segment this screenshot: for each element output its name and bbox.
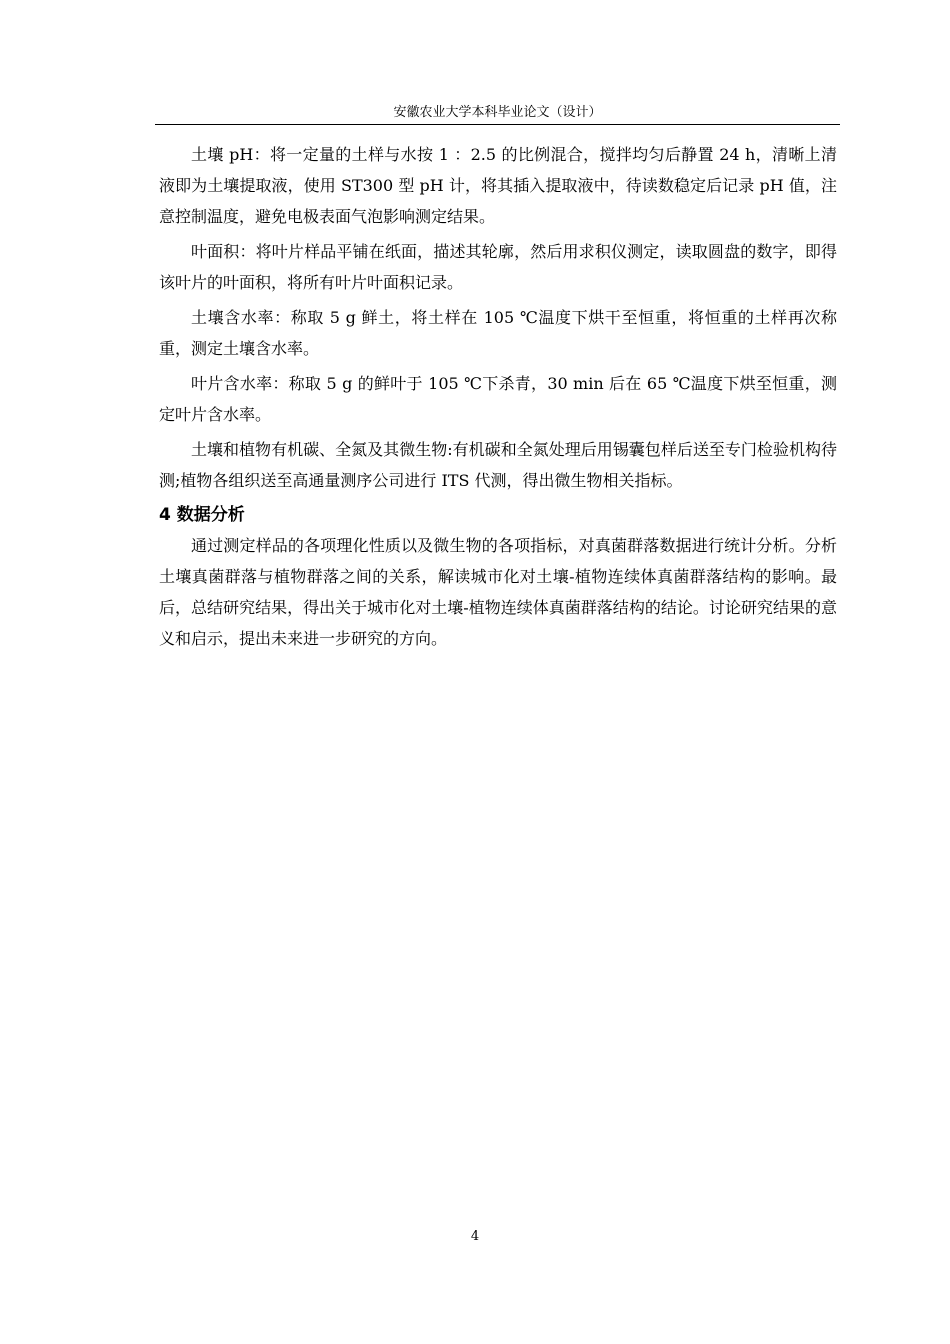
section-heading-data-analysis: 4 数据分析: [159, 505, 245, 525]
paragraph-leaf-area: 叶面积：将叶片样品平铺在纸面，描述其轮廓，然后用求积仪测定，读取圆盘的数字，即得该叶片的叶面积，将所有叶片叶面积记录。: [159, 242, 837, 292]
paragraph-soil-ph: 土壤 pH：将一定量的土样与水按 1 ：2.5 的比例混合，搅拌均匀后静置 24 h，清晰上清液即为土壤提取液，使用 ST300 型 pH 计，将其插入提取液中，待读数稳定后记录 pH 值，注意控制温度，避免电极表面气泡影响测定结果。: [159, 145, 837, 226]
page-header: 安徽农业大学本科毕业论文（设计）: [393, 105, 602, 120]
paragraph-soil-moisture: 土壤含水率：称取 5 g 鲜土，将土样在 105 ℃温度下烘干至恒重，将恒重的土样再次称重，测定土壤含水率。: [159, 308, 837, 358]
paragraph-organic-carbon-nitrogen: 土壤和植物有机碳、全氮及其微生物:有机碳和全氮处理后用锡囊包样后送至专门检验机构待测;植物各组织送至高通量测序公司进行 ITS 代测，得出微生物相关指标。: [159, 440, 837, 490]
page-number: 4: [470, 1229, 480, 1244]
paragraph-leaf-moisture: 叶片含水率：称取 5 g 的鲜叶于 105 ℃下杀青，30 min 后在 65 ℃温度下烘至恒重，测定叶片含水率。: [159, 374, 837, 424]
paragraph-data-analysis: 通过测定样品的各项理化性质以及微生物的各项指标，对真菌群落数据进行统计分析。分析土壤真菌群落与植物群落之间的关系，解读城市化对土壤-植物连续体真菌群落结构的影响。最后，总结研究结果，得出关于城市化对土壤-植物连续体真菌群落结构的结论。讨论研究结果的意义和启示，提出未来进一步研究的方向。: [159, 536, 837, 648]
body-content: [159, 139, 837, 658]
header-divider: [155, 124, 840, 125]
